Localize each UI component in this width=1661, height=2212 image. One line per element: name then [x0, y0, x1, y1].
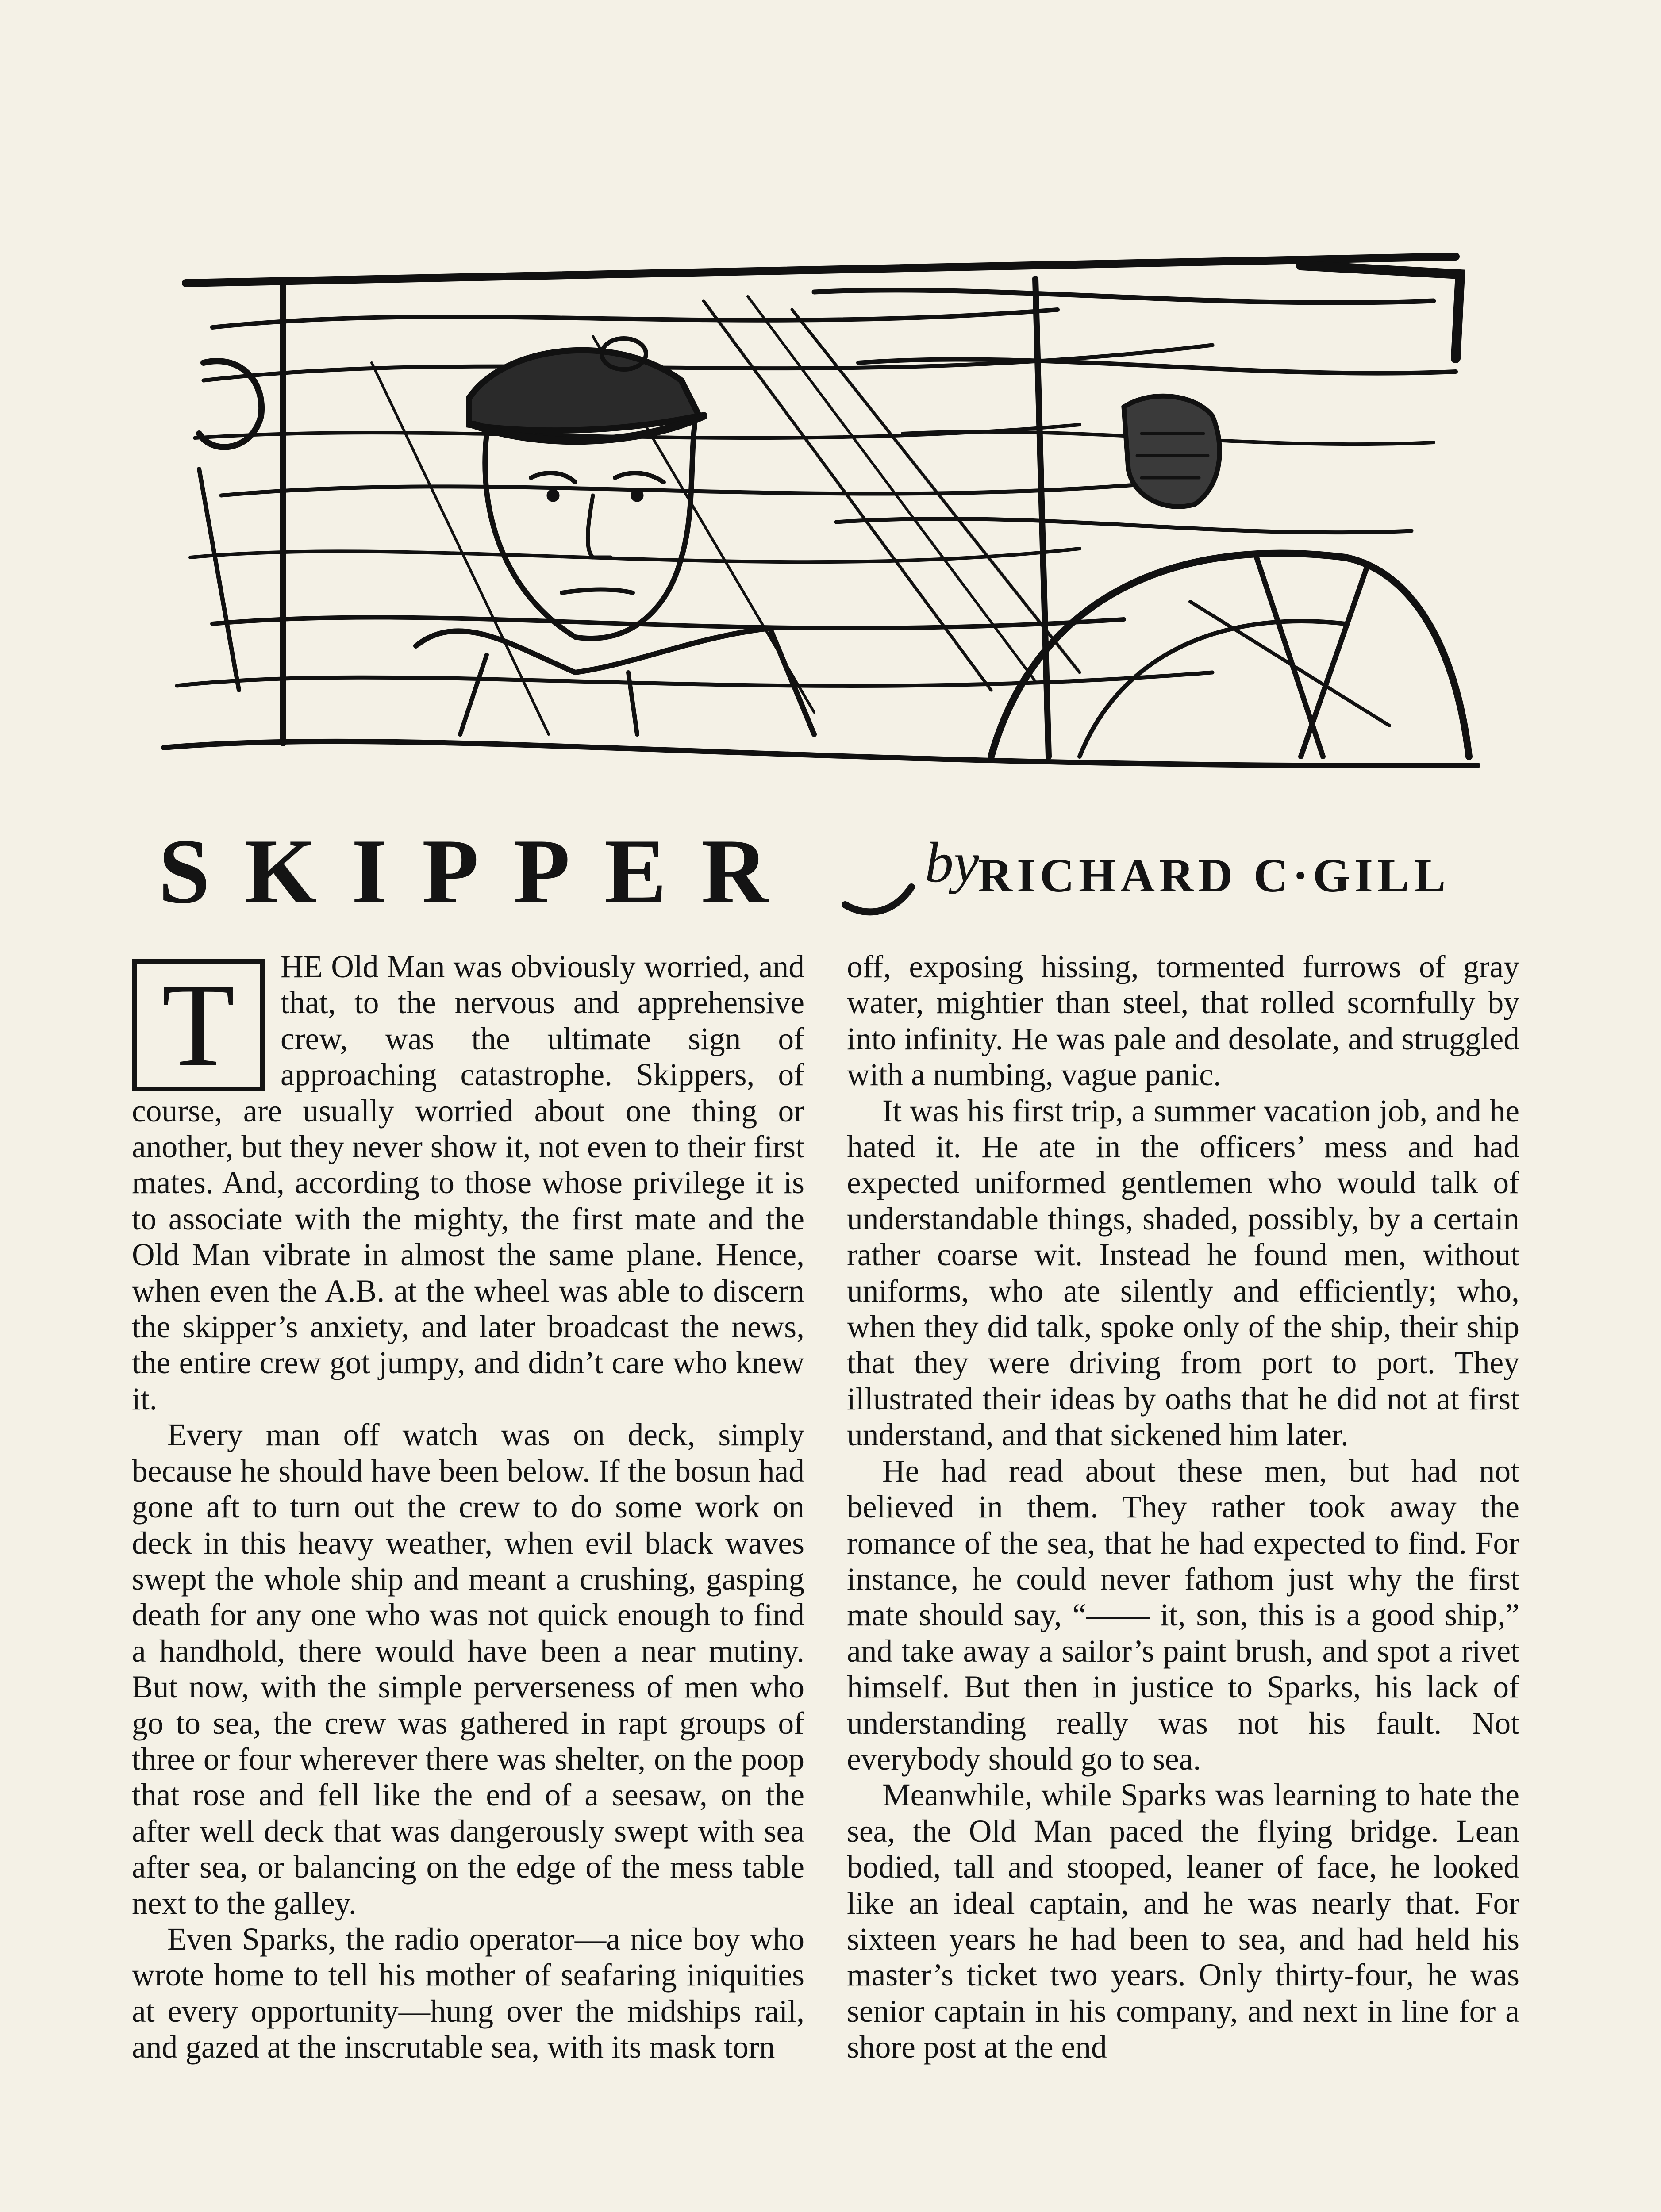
text-column-left: [132, 949, 804, 2066]
paragraph: It was his first trip, a summer vacation job, and he hated it. He ate in the officers’ mess and had expected uniformed gentlemen who would talk of understandable things, shaded, possibly, by a certain rather coarse wit. Instead he found men, without uniforms, who ate silently and efficiently; who, when they did talk, spoke only of the ship, their ship that they were driving from port to port. They illustrated their ideas by oaths that he did not at first understand, and that sickened him later.: [847, 1093, 1519, 1453]
paragraph: Meanwhile, while Sparks was learning to hate the sea, the Old Man paced the flying bridge. Lean bodied, tall and stooped, leaner of face, he looked like an ideal captain, and he was nearly that. For sixteen years he had been to sea, and had held his master’s ticket two years. Only thirty-four, he was senior captain in his company, and next in line for a shore post at the end: [847, 1778, 1519, 2065]
byline-prefix: by: [925, 831, 979, 895]
story-title: SKIPPER: [158, 820, 803, 923]
drop-cap: T: [132, 959, 265, 1091]
ship-captain-at-wheel-illustration: [150, 248, 1496, 801]
paragraph: Even Sparks, the radio operator—a nice boy who wrote home to tell his mother of seafaring iniquities at every opportunity—hung over the midships rail, and gazed at the inscrutable sea, with its mask torn: [132, 1921, 804, 2065]
paragraph: He had read about these men, but had not believed in them. They rather took away the romance of the sea, that he had expected to find. For instance, he could never fathom just why the first mate should say, “—— it, son, this is a good ship,” and take away a sailor’s paint brush, and spot a rivet himself. But then in justice to Sparks, his lack of understanding really was not his fault. Not everybody should go to sea.: [847, 1453, 1519, 1777]
text-column-right: [847, 949, 1519, 2066]
paragraph: HE Old Man was obviously worried, and that, to the nervous and apprehensive crew, was the ultimate sign of approaching catastrophe. Skippers, of course, are usually worried about one thing or another, but they never show it, not even to their first mates. And, according to those whose privilege it is to associate with the mighty, the first mate and the Old Man vibrate in almost the same plane. Hence, when even the A.B. at the wheel was able to discern the skipper’s anxiety, and later broadcast the news, the entire crew got jumpy, and didn’t care who knew it.: [132, 949, 804, 1417]
paragraph: off, exposing hissing, tormented furrows of gray water, mightier than steel, that rolled scornfully by into infinity. He was pale and desolate, and struggled with a numbing, vague panic.: [847, 949, 1519, 1093]
paragraph: Every man off watch was on deck, simply because he should have been below. If the bosun had gone aft to turn out the crew to do some work on deck in this heavy weather, when evil black waves swept the whole ship and meant a crushing, gasping death for any one who was not quick enough to find a handhold, there would have been a near mutiny. But now, with the simple perverseness of men who go to sea, the crew was gathered in rapt groups of three or four wherever there was shelter, on the poop that rose and fell like the end of a seesaw, on the after well deck that was dangerously swept with sea after sea, or balancing on the edge of the mess table next to the galley.: [132, 1417, 804, 1921]
author-name: RICHARD C·GILL: [978, 849, 1450, 902]
story-title-block: [150, 814, 1513, 929]
title-flourish-icon: [841, 838, 916, 918]
